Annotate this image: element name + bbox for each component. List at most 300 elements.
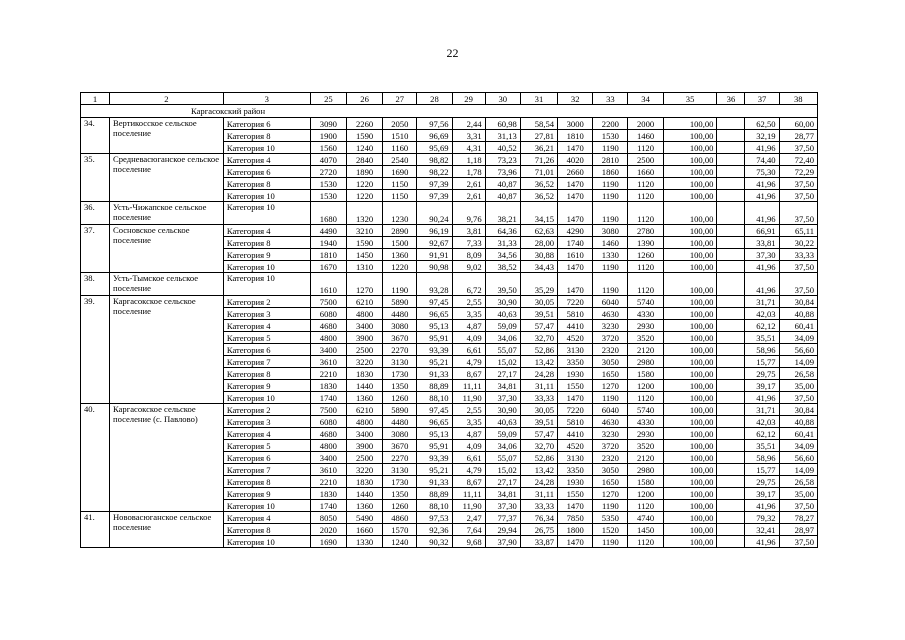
- value-cell: [717, 392, 745, 404]
- value-cell: 1590: [346, 130, 382, 142]
- value-cell: 97,45: [417, 404, 452, 416]
- value-cell: 38,21: [485, 202, 520, 225]
- value-cell: 91,33: [417, 476, 452, 488]
- category-cell: Категория 2: [223, 404, 310, 416]
- value-cell: 1510: [383, 130, 417, 142]
- district-row: [81, 105, 818, 118]
- value-cell: 34,43: [520, 261, 557, 273]
- value-cell: 1590: [346, 237, 382, 249]
- value-cell: 100,00: [663, 261, 717, 273]
- value-cell: 1320: [346, 202, 382, 225]
- value-cell: 100,00: [663, 500, 717, 512]
- value-cell: 4800: [346, 308, 382, 320]
- value-cell: 100,00: [663, 392, 717, 404]
- value-cell: 1190: [383, 273, 417, 296]
- value-cell: 2980: [628, 464, 663, 476]
- value-cell: 1520: [593, 524, 628, 536]
- value-cell: 8,67: [452, 476, 485, 488]
- value-cell: 15,77: [745, 356, 779, 368]
- value-cell: 100,00: [663, 332, 717, 344]
- value-cell: 100,00: [663, 130, 717, 142]
- value-cell: 6040: [593, 404, 628, 416]
- value-cell: 1930: [558, 368, 593, 380]
- category-cell: Категория 10: [223, 536, 310, 548]
- value-cell: 37,50: [779, 202, 817, 225]
- value-cell: 1800: [558, 524, 593, 536]
- value-cell: 1240: [346, 142, 382, 154]
- value-cell: 34,09: [779, 440, 817, 452]
- value-cell: 1190: [593, 536, 628, 548]
- value-cell: 58,54: [520, 118, 557, 130]
- value-cell: 4480: [383, 308, 417, 320]
- value-cell: 4630: [593, 416, 628, 428]
- row-number: 36.: [81, 202, 110, 225]
- value-cell: 3400: [310, 452, 346, 464]
- category-cell: Категория 5: [223, 440, 310, 452]
- value-cell: 71,01: [520, 166, 557, 178]
- value-cell: 1190: [593, 202, 628, 225]
- value-cell: 3230: [593, 320, 628, 332]
- value-cell: 62,12: [745, 320, 779, 332]
- value-cell: 4,09: [452, 440, 485, 452]
- value-cell: 1190: [593, 392, 628, 404]
- value-cell: 33,81: [745, 237, 779, 249]
- value-cell: 100,00: [663, 320, 717, 332]
- value-cell: 4070: [310, 154, 346, 166]
- value-cell: 7500: [310, 296, 346, 308]
- value-cell: 76,34: [520, 512, 557, 524]
- category-cell: Категория 10: [223, 142, 310, 154]
- value-cell: 3350: [558, 356, 593, 368]
- category-cell: Категория 9: [223, 380, 310, 392]
- value-cell: 41,96: [745, 178, 779, 190]
- value-cell: 5810: [558, 308, 593, 320]
- value-cell: 33,33: [520, 392, 557, 404]
- category-cell: Категория 6: [223, 344, 310, 356]
- value-cell: 2320: [593, 344, 628, 356]
- value-cell: 1440: [346, 488, 382, 500]
- value-cell: 1830: [346, 368, 382, 380]
- settlement-name: Усть-Тымское сельское поселение: [109, 273, 223, 296]
- value-cell: 24,28: [520, 476, 557, 488]
- value-cell: 2200: [593, 118, 628, 130]
- category-cell: Категория 4: [223, 320, 310, 332]
- value-cell: 5350: [593, 512, 628, 524]
- value-cell: 1530: [310, 190, 346, 202]
- value-cell: 9,02: [452, 261, 485, 273]
- value-cell: 2840: [346, 154, 382, 166]
- category-cell: Категория 9: [223, 249, 310, 261]
- value-cell: 1120: [628, 392, 663, 404]
- value-cell: 29,94: [485, 524, 520, 536]
- value-cell: 34,09: [779, 332, 817, 344]
- value-cell: 32,70: [520, 332, 557, 344]
- value-cell: 3520: [628, 440, 663, 452]
- row-number: 34.: [81, 118, 110, 154]
- value-cell: 2890: [383, 225, 417, 237]
- value-cell: 97,39: [417, 190, 452, 202]
- category-cell: Категория 3: [223, 416, 310, 428]
- value-cell: 39,51: [520, 308, 557, 320]
- value-cell: 39,51: [520, 416, 557, 428]
- category-cell: Категория 4: [223, 428, 310, 440]
- value-cell: 52,86: [520, 452, 557, 464]
- value-cell: 3400: [310, 344, 346, 356]
- value-cell: 1570: [383, 524, 417, 536]
- value-cell: 27,17: [485, 368, 520, 380]
- value-cell: 2500: [346, 452, 382, 464]
- value-cell: 30,05: [520, 296, 557, 308]
- value-cell: 1310: [346, 261, 382, 273]
- value-cell: 34,81: [485, 488, 520, 500]
- value-cell: 79,32: [745, 512, 779, 524]
- value-cell: 28,00: [520, 237, 557, 249]
- value-cell: 5490: [346, 512, 382, 524]
- value-cell: 71,26: [520, 154, 557, 166]
- value-cell: 1120: [628, 261, 663, 273]
- value-cell: 62,50: [745, 118, 779, 130]
- value-cell: [717, 202, 745, 225]
- value-cell: 4,31: [452, 142, 485, 154]
- value-cell: 1450: [628, 524, 663, 536]
- value-cell: 6,72: [452, 273, 485, 296]
- value-cell: 3130: [558, 452, 593, 464]
- value-cell: [717, 500, 745, 512]
- value-cell: 3230: [593, 428, 628, 440]
- value-cell: 2020: [310, 524, 346, 536]
- value-cell: 1860: [593, 166, 628, 178]
- value-cell: 37,50: [779, 178, 817, 190]
- value-cell: 100,00: [663, 416, 717, 428]
- category-cell: Категория 6: [223, 452, 310, 464]
- value-cell: 4680: [310, 428, 346, 440]
- value-cell: 100,00: [663, 428, 717, 440]
- value-cell: 4490: [310, 225, 346, 237]
- value-cell: 1560: [310, 142, 346, 154]
- value-cell: 2,55: [452, 296, 485, 308]
- value-cell: 4290: [558, 225, 593, 237]
- value-cell: [717, 380, 745, 392]
- value-cell: 2,47: [452, 512, 485, 524]
- value-cell: 31,71: [745, 404, 779, 416]
- value-cell: 3400: [346, 320, 382, 332]
- value-cell: 2500: [628, 154, 663, 166]
- value-cell: 97,53: [417, 512, 452, 524]
- value-cell: 100,00: [663, 273, 717, 296]
- table-row: [81, 118, 818, 130]
- value-cell: 3080: [383, 428, 417, 440]
- settlement-name: Сосновское сельское поселение: [109, 225, 223, 273]
- value-cell: 66,91: [745, 225, 779, 237]
- value-cell: 1230: [383, 202, 417, 225]
- value-cell: 4,09: [452, 332, 485, 344]
- value-cell: 2720: [310, 166, 346, 178]
- value-cell: 37,50: [779, 142, 817, 154]
- value-cell: 72,40: [779, 154, 817, 166]
- value-cell: 2270: [383, 452, 417, 464]
- value-cell: 1240: [383, 536, 417, 548]
- value-cell: 1220: [346, 178, 382, 190]
- value-cell: 30,05: [520, 404, 557, 416]
- column-header: 3: [223, 93, 310, 105]
- value-cell: 96,69: [417, 130, 452, 142]
- value-cell: 1530: [593, 130, 628, 142]
- category-cell: Категория 8: [223, 237, 310, 249]
- column-header: 32: [558, 93, 593, 105]
- value-cell: 40,63: [485, 308, 520, 320]
- value-cell: 37,30: [745, 249, 779, 261]
- value-cell: 1610: [310, 273, 346, 296]
- value-cell: [717, 404, 745, 416]
- value-cell: 41,96: [745, 536, 779, 548]
- value-cell: 1270: [593, 380, 628, 392]
- value-cell: [717, 308, 745, 320]
- category-cell: Категория 8: [223, 524, 310, 536]
- value-cell: 15,02: [485, 464, 520, 476]
- value-cell: 100,00: [663, 512, 717, 524]
- value-cell: 37,90: [485, 536, 520, 548]
- value-cell: 93,39: [417, 452, 452, 464]
- value-cell: 1260: [383, 392, 417, 404]
- settlement-name: Вертикосское сельское поселение: [109, 118, 223, 154]
- value-cell: 3900: [346, 332, 382, 344]
- value-cell: 9,76: [452, 202, 485, 225]
- value-cell: 92,67: [417, 237, 452, 249]
- value-cell: 15,02: [485, 356, 520, 368]
- value-cell: 7850: [558, 512, 593, 524]
- value-cell: 100,00: [663, 440, 717, 452]
- value-cell: 4330: [628, 308, 663, 320]
- value-cell: 52,86: [520, 344, 557, 356]
- category-cell: Категория 4: [223, 512, 310, 524]
- value-cell: 4410: [558, 428, 593, 440]
- row-number: 35.: [81, 154, 110, 202]
- category-cell: Категория 4: [223, 225, 310, 237]
- value-cell: 100,00: [663, 476, 717, 488]
- category-cell: Категория 5: [223, 332, 310, 344]
- value-cell: 96,19: [417, 225, 452, 237]
- category-cell: Категория 7: [223, 464, 310, 476]
- value-cell: 3210: [346, 225, 382, 237]
- value-cell: 100,00: [663, 190, 717, 202]
- value-cell: 42,03: [745, 416, 779, 428]
- value-cell: [717, 273, 745, 296]
- category-cell: Категория 9: [223, 488, 310, 500]
- value-cell: 1190: [593, 178, 628, 190]
- value-cell: 73,23: [485, 154, 520, 166]
- value-cell: 4630: [593, 308, 628, 320]
- row-number: 39.: [81, 296, 110, 404]
- value-cell: 2500: [346, 344, 382, 356]
- value-cell: 1470: [558, 202, 593, 225]
- value-cell: 31,71: [745, 296, 779, 308]
- table-body: [81, 93, 818, 548]
- value-cell: 1690: [383, 166, 417, 178]
- value-cell: 26,58: [779, 368, 817, 380]
- value-cell: 1220: [346, 190, 382, 202]
- value-cell: 36,52: [520, 190, 557, 202]
- value-cell: 1680: [310, 202, 346, 225]
- value-cell: 31,11: [520, 488, 557, 500]
- value-cell: [717, 178, 745, 190]
- value-cell: 27,81: [520, 130, 557, 142]
- value-cell: 6,61: [452, 344, 485, 356]
- value-cell: 2,44: [452, 118, 485, 130]
- value-cell: 1190: [593, 142, 628, 154]
- value-cell: 100,00: [663, 296, 717, 308]
- value-cell: 97,39: [417, 178, 452, 190]
- column-header: 38: [779, 93, 817, 105]
- value-cell: 40,88: [779, 416, 817, 428]
- value-cell: 56,60: [779, 452, 817, 464]
- value-cell: 1220: [383, 261, 417, 273]
- value-cell: 1200: [628, 488, 663, 500]
- value-cell: 1530: [310, 178, 346, 190]
- value-cell: 3130: [558, 344, 593, 356]
- column-header: 28: [417, 93, 452, 105]
- value-cell: 88,10: [417, 500, 452, 512]
- value-cell: 4520: [558, 332, 593, 344]
- value-cell: 1740: [310, 392, 346, 404]
- value-cell: 60,41: [779, 320, 817, 332]
- value-cell: 32,41: [745, 524, 779, 536]
- value-cell: 1550: [558, 488, 593, 500]
- value-cell: 1740: [310, 500, 346, 512]
- value-cell: 3080: [383, 320, 417, 332]
- value-cell: 3720: [593, 332, 628, 344]
- value-cell: 37,50: [779, 500, 817, 512]
- category-cell: Категория 10: [223, 500, 310, 512]
- column-header: 34: [628, 93, 663, 105]
- value-cell: 37,30: [485, 392, 520, 404]
- value-cell: 1360: [346, 500, 382, 512]
- value-cell: 1120: [628, 142, 663, 154]
- value-cell: 1730: [383, 368, 417, 380]
- value-cell: 30,90: [485, 296, 520, 308]
- value-cell: 100,00: [663, 166, 717, 178]
- value-cell: 41,96: [745, 500, 779, 512]
- value-cell: 2120: [628, 452, 663, 464]
- value-cell: 37,50: [779, 536, 817, 548]
- category-cell: Категория 10: [223, 273, 310, 296]
- value-cell: 1150: [383, 178, 417, 190]
- value-cell: 100,00: [663, 225, 717, 237]
- value-cell: 41,96: [745, 142, 779, 154]
- value-cell: 100,00: [663, 237, 717, 249]
- value-cell: 40,87: [485, 190, 520, 202]
- column-header: 29: [452, 93, 485, 105]
- value-cell: 60,41: [779, 428, 817, 440]
- value-cell: 39,50: [485, 273, 520, 296]
- value-cell: 3900: [346, 440, 382, 452]
- value-cell: 88,89: [417, 380, 452, 392]
- value-cell: 1830: [310, 488, 346, 500]
- value-cell: 4330: [628, 416, 663, 428]
- value-cell: 95,21: [417, 356, 452, 368]
- value-cell: 37,30: [485, 500, 520, 512]
- value-cell: 4800: [346, 416, 382, 428]
- value-cell: 1930: [558, 476, 593, 488]
- value-cell: 3610: [310, 464, 346, 476]
- value-cell: 1470: [558, 261, 593, 273]
- value-cell: 1120: [628, 178, 663, 190]
- value-cell: 5890: [383, 296, 417, 308]
- value-cell: 4020: [558, 154, 593, 166]
- category-cell: Категория 10: [223, 202, 310, 225]
- value-cell: 3,35: [452, 308, 485, 320]
- value-cell: 100,00: [663, 464, 717, 476]
- value-cell: 72,29: [779, 166, 817, 178]
- value-cell: 30,84: [779, 404, 817, 416]
- value-cell: [717, 249, 745, 261]
- value-cell: 73,96: [485, 166, 520, 178]
- value-cell: 4,79: [452, 356, 485, 368]
- value-cell: 100,00: [663, 368, 717, 380]
- category-cell: Категория 8: [223, 130, 310, 142]
- value-cell: 41,96: [745, 261, 779, 273]
- value-cell: [717, 118, 745, 130]
- value-cell: 2930: [628, 428, 663, 440]
- value-cell: [717, 237, 745, 249]
- value-cell: 100,00: [663, 488, 717, 500]
- value-cell: 100,00: [663, 524, 717, 536]
- value-cell: 90,32: [417, 536, 452, 548]
- value-cell: [717, 225, 745, 237]
- value-cell: 57,47: [520, 428, 557, 440]
- value-cell: 3720: [593, 440, 628, 452]
- value-cell: 1830: [310, 380, 346, 392]
- value-cell: 34,06: [485, 332, 520, 344]
- value-cell: 1190: [593, 190, 628, 202]
- value-cell: 1360: [346, 392, 382, 404]
- value-cell: 37,50: [779, 392, 817, 404]
- category-cell: Категория 6: [223, 166, 310, 178]
- value-cell: 1470: [558, 500, 593, 512]
- value-cell: [717, 320, 745, 332]
- value-cell: 1580: [628, 368, 663, 380]
- value-cell: 34,06: [485, 440, 520, 452]
- table-row: [81, 273, 818, 296]
- value-cell: 6040: [593, 296, 628, 308]
- value-cell: 30,84: [779, 296, 817, 308]
- value-cell: 55,07: [485, 344, 520, 356]
- value-cell: 93,39: [417, 344, 452, 356]
- value-cell: 65,11: [779, 225, 817, 237]
- value-cell: 1200: [628, 380, 663, 392]
- value-cell: 1390: [628, 237, 663, 249]
- value-cell: 3050: [593, 464, 628, 476]
- value-cell: [717, 524, 745, 536]
- value-cell: 95,91: [417, 332, 452, 344]
- value-cell: 60,98: [485, 118, 520, 130]
- value-cell: 1260: [628, 249, 663, 261]
- value-cell: 4480: [383, 416, 417, 428]
- value-cell: 15,77: [745, 464, 779, 476]
- value-cell: 1,18: [452, 154, 485, 166]
- value-cell: [717, 190, 745, 202]
- value-cell: 1440: [346, 380, 382, 392]
- value-cell: 2210: [310, 368, 346, 380]
- value-cell: 27,17: [485, 476, 520, 488]
- value-cell: 100,00: [663, 178, 717, 190]
- value-cell: 4,79: [452, 464, 485, 476]
- value-cell: 30,90: [485, 404, 520, 416]
- value-cell: 1470: [558, 178, 593, 190]
- value-cell: 40,88: [779, 308, 817, 320]
- value-cell: [717, 154, 745, 166]
- value-cell: 56,60: [779, 344, 817, 356]
- value-cell: 1810: [310, 249, 346, 261]
